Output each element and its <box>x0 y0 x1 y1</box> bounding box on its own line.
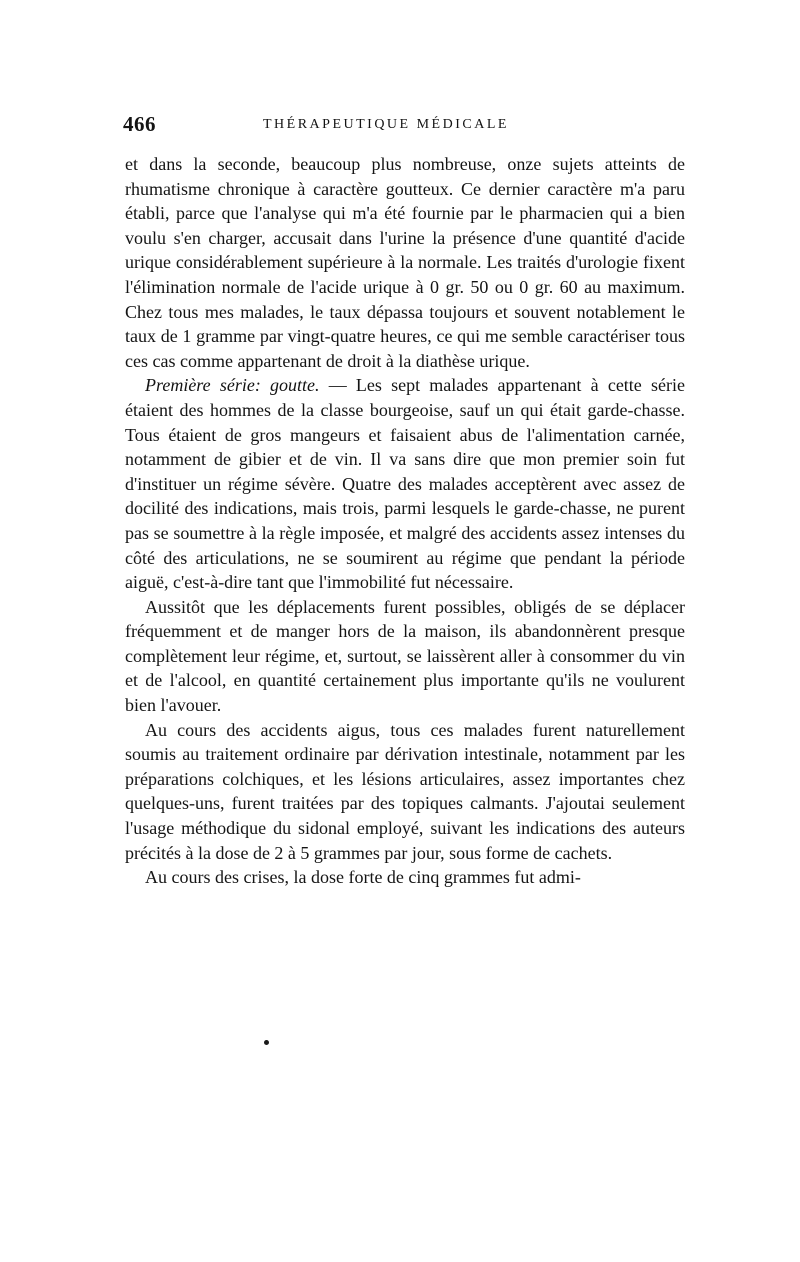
printer-mark-dot <box>264 1040 269 1045</box>
body-text <box>125 152 685 890</box>
running-title: THÉRAPEUTIQUE MÉDICALE <box>263 117 509 132</box>
page-number: 466 <box>123 112 156 136</box>
running-head <box>125 108 685 138</box>
paragraph-1: et dans la seconde, beaucoup plus nombreuse, onze sujets atteints de rhumatisme chronique à caractère goutteux. Ce dernier caractère m'a paru établi, parce que l'analyse qui m'a été fournie par le pharmacien qui a bien voulu s'en charger, accusait dans l'urine la présence d'une quantité d'acide urique considérablement supérieure à la normale. Les traités d'urologie fixent l'élimination normale de l'acide urique à 0 gr. 50 ou 0 gr. 60 au maximum. Chez tous mes malades, le taux dépassa toujours et souvent notablement le taux de 1 gramme par vingt-quatre heures, ce qui me semble caractériser tous ces cas comme appartenant de droit à la diathèse urique. <box>125 154 685 371</box>
paragraph-4: Au cours des accidents aigus, tous ces malades furent naturellement soumis au traitement ordinaire par dérivation intestinale, notamment par les préparations colchiques, et les lésions articulaires, assez importantes chez quelques-uns, furent traitées par des topiques calmants. J'ajoutai seulement l'usage méthodique du sidonal employé, suivant les indications des auteurs précités à la dose de 2 à 5 grammes par jour, sous forme de cachets. <box>125 719 685 863</box>
paragraph-2 <box>125 373 685 594</box>
paragraph-3: Aussitôt que les déplacements furent possibles, obligés de se déplacer fréquemment et de manger hors de la maison, ils abandonnèrent presque complètement leur régime, et, surtout, se laissèrent aller à consommer du vin et de l'alcool, en quantité certainement plus importante qu'ils ne voulurent bien l'avouer. <box>125 596 685 716</box>
paragraph-5: Au cours des crises, la dose forte de cinq grammes fut admi- <box>145 867 581 888</box>
section-heading: Première série: goutte. <box>145 375 320 396</box>
book-page <box>125 108 685 890</box>
paragraph-2-text: — Les sept malades appartenant à cette série étaient des hommes de la classe bourgeoise, sauf un qui était garde-chasse. Tous étaient de gros mangeurs et faisaient abus de l'alimentation carnée, notamment de gibier et de vin. Il va sans dire que mon premier soin fut d'instituer un régime sévère. Quatre des malades acceptèrent avec assez de docilité des indications, mais trois, parmi lesquels le garde-chasse, ne purent pas se soumettre à la règle imposée, et malgré des accidents assez intenses du côté des articulations, ne se soumirent au régime que pendant la période aiguë, c'est-à-dire tant que l'immobilité fut nécessaire. <box>125 375 685 593</box>
